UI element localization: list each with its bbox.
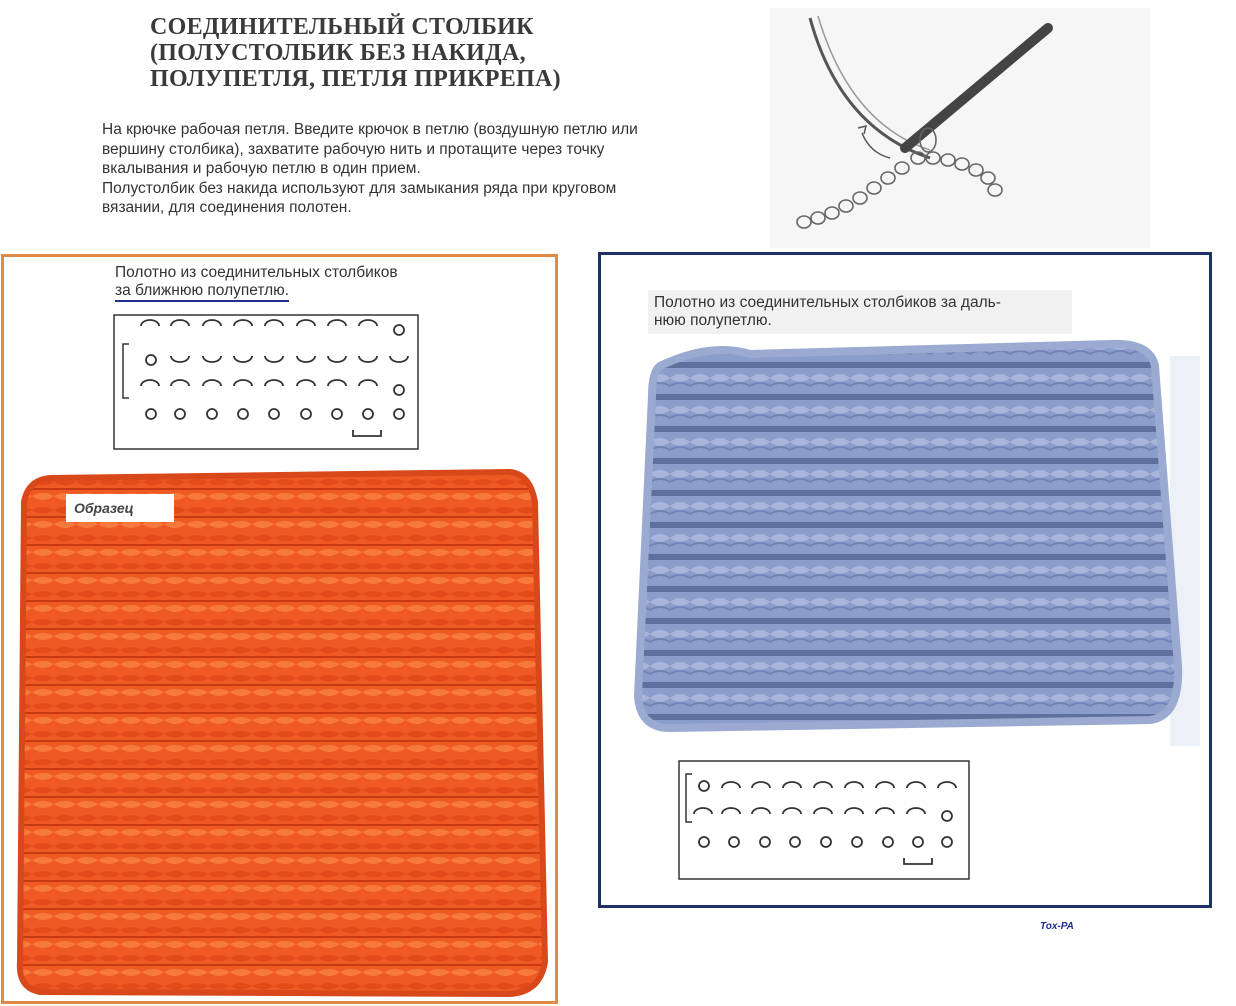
left-stitch-diagram	[113, 314, 419, 450]
credit-watermark: Tox-PA	[1040, 921, 1074, 932]
title-line-3: ПОЛУПЕТЛЯ, ПЕТЛЯ ПРИКРЕПА)	[150, 66, 561, 92]
left-caption-line-2: за ближнюю полупетлю.	[115, 282, 289, 302]
title-line-1: СОЕДИНИТЕЛЬНЫЙ СТОЛБИК	[150, 14, 534, 40]
intro-paragraph-2: Полустолбик без накида используют для замыкания ряда при круговом вязании, для соединения полотен.	[102, 179, 617, 216]
right-caption-line-1: Полотно из соединительных столбиков за даль-	[654, 294, 1001, 311]
crochet-hook-illustration	[770, 8, 1150, 248]
blue-swatch-image	[630, 336, 1200, 746]
left-caption-line-1: Полотно из соединительных столбиков	[115, 264, 398, 281]
sample-label: Образец	[66, 494, 174, 522]
intro-paragraph-1: На крючке рабочая петля. Введите крючок в петлю (воздушную петлю или вершину столбика), захватите рабочую нить и протащите через точку вкалывания и рабочую петлю в один прием.	[102, 121, 638, 177]
right-panel-caption	[648, 290, 1072, 334]
page-title	[150, 14, 670, 92]
right-stitch-diagram	[678, 760, 970, 880]
left-panel-caption	[115, 264, 455, 300]
intro-text	[102, 120, 682, 218]
right-caption-line-2: нюю полупетлю.	[654, 312, 772, 329]
title-line-2: (ПОЛУСТОЛБИК БЕЗ НАКИДА,	[150, 40, 526, 66]
orange-swatch-image	[10, 462, 558, 1004]
